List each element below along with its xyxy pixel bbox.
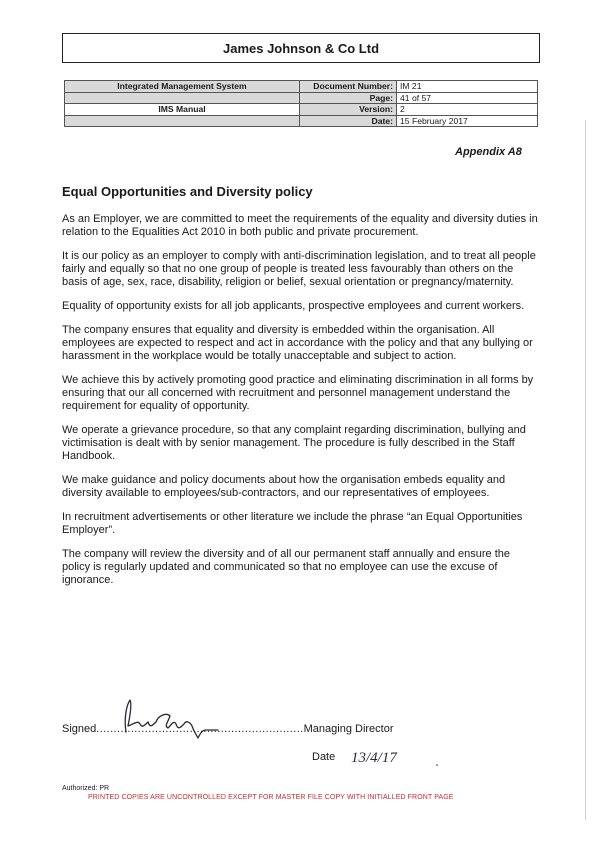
page-label: Page: xyxy=(300,92,397,104)
policy-body xyxy=(62,213,540,598)
company-name: James Johnson & Co Ltd xyxy=(222,40,380,56)
signatory-role: Managing Director xyxy=(303,723,394,735)
page-value: 41 of 57 xyxy=(397,92,538,104)
document-number-value: IM 21 xyxy=(397,81,538,93)
scan-edge-line xyxy=(585,120,586,820)
paragraph: The company ensures that equality and diversity is embedded within the organisation. All employees are expected to respect and act in accordance with the policy and that any bullying or harassment in the workplace would be totally unacceptable and subject to action. xyxy=(62,324,533,362)
signature-dots: ............................................................ xyxy=(96,723,304,735)
paragraph: In recruitment advertisements or other literature we include the phrase “an Equal Opportunities Employer”. xyxy=(62,511,523,536)
version-label: Version: xyxy=(300,104,397,116)
paragraph: We achieve this by actively promoting good practice and eliminating discrimination in all forms by ensuring that our all concerned with recruitment and personnel management understand the requirement for equality of opportunity. xyxy=(62,374,534,412)
version-value: 2 xyxy=(397,104,538,116)
table-row xyxy=(65,92,538,104)
paragraph: As an Employer, we are committed to meet the requirements of the equality and diversity duties in relation to the Equalities Act 2010 in both public and private procurement. xyxy=(62,213,538,238)
date-label: Date xyxy=(312,751,336,763)
manual-name: IMS Manual xyxy=(65,104,300,116)
date-value-cell: 15 February 2017 xyxy=(397,115,538,127)
table-row xyxy=(65,115,538,127)
system-name: Integrated Management System xyxy=(65,81,300,93)
paragraph: It is our policy as an employer to comply with anti-discrimination legislation, and to treat all people fairly and equally so that no one group of people is treated less favourably than others on the basis of age, sex, race, disability, religion or belief, sexual orientation or pregnancy/maternity. xyxy=(62,250,536,288)
appendix-label: Appendix A8 xyxy=(455,146,522,158)
date-label-cell: Date: xyxy=(300,115,397,127)
paragraph: The company will review the diversity and of all our permanent staff annually and ensure the policy is regularly updated and communicated so that no employee can use the excuse of ignorance. xyxy=(62,548,510,586)
uncontrolled-copy-notice: PRINTED COPIES ARE UNCONTROLLED EXCEPT FOR MASTER FILE COPY WITH INITIALLED FRONT PAGE xyxy=(88,794,454,801)
company-name-box xyxy=(62,33,540,63)
paragraph: We make guidance and policy documents about how the organisation embeds equality and diversity available to employees/sub-contractors, and our representatives of employees. xyxy=(62,474,506,499)
table-row xyxy=(65,104,538,116)
handwritten-date xyxy=(345,740,445,776)
authorized-by: Authorized: PR xyxy=(62,785,110,792)
document-number-label: Document Number: xyxy=(300,81,397,93)
manual-spacer xyxy=(65,115,300,127)
system-spacer xyxy=(65,92,300,104)
signature-line xyxy=(62,723,394,735)
handwritten-date-text: 13/4/17 xyxy=(351,750,397,766)
paragraph: We operate a grievance procedure, so that any complaint regarding discrimination, bullying and victimisation is dealt with by senior management. The procedure is fully described in the Staff Handbook. xyxy=(62,424,526,462)
paragraph: Equality of opportunity exists for all job applicants, prospective employees and current workers. xyxy=(62,300,525,312)
signed-label: Signed xyxy=(62,723,97,735)
table-row xyxy=(65,81,538,93)
handwritten-signature xyxy=(118,694,228,744)
policy-title: Equal Opportunities and Diversity policy xyxy=(62,184,313,199)
document-control-table xyxy=(64,80,538,127)
